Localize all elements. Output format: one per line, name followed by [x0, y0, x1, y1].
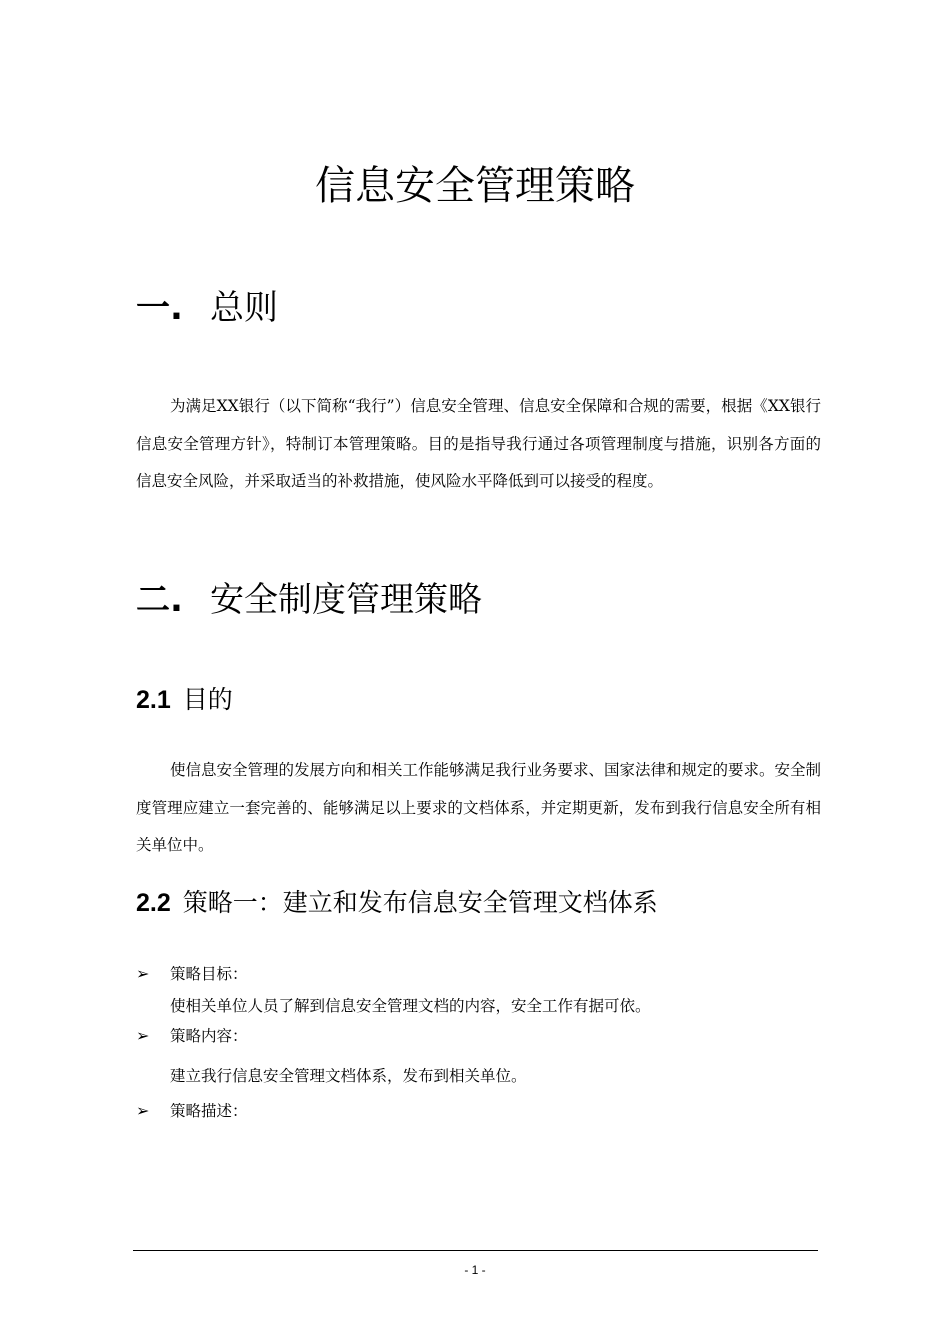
- section-number: 一.: [136, 288, 183, 328]
- subsection-title: 目的: [182, 685, 233, 714]
- arrow-bullet-icon: ➢: [136, 1101, 150, 1120]
- section-number: 二.: [136, 580, 183, 620]
- document-title: 信息安全管理策略: [315, 163, 635, 209]
- bullet-detail: 使相关单位人员了解到信息安全管理文档的内容，安全工作有据可依。: [170, 997, 651, 1015]
- subsection-title: 策略一：建立和发布信息安全管理文档体系: [182, 888, 658, 917]
- arrow-bullet-icon: ➢: [136, 964, 150, 983]
- page-number: - 1 -: [464, 1263, 486, 1277]
- section-heading-policy: [136, 578, 482, 622]
- section-title: 安全制度管理策略: [210, 580, 482, 620]
- bullet-item: [136, 1099, 248, 1123]
- subsection-number: 2.2: [136, 889, 171, 917]
- subsection-heading-purpose: [136, 683, 233, 717]
- section-title: 总则: [210, 288, 278, 328]
- bullet-item: [136, 1024, 248, 1048]
- bullet-label: 策略内容：: [170, 1027, 248, 1045]
- subsection-number: 2.1: [136, 686, 171, 714]
- footer-divider: [133, 1250, 818, 1251]
- bullet-label: 策略目标：: [170, 965, 248, 983]
- section-heading-general: [136, 286, 278, 330]
- general-paragraph: 为满足XX银行（以下简称“我行”）信息安全管理、信息安全保障和合规的需要，根据《XX银行信息安全管理方针》，特制订本管理策略。目的是指导我行通过各项管理制度与措施，识别各方面的信息安全风险，并采取适当的补救措施，使风险水平降低到可以接受的程度。: [136, 397, 821, 490]
- purpose-paragraph: 使信息安全管理的发展方向和相关工作能够满足我行业务要求、国家法律和规定的要求。安全制度管理应建立一套完善的、能够满足以上要求的文档体系，并定期更新，发布到我行信息安全所有相关单位中。: [136, 761, 822, 854]
- bullet-label: 策略描述：: [170, 1102, 248, 1120]
- arrow-bullet-icon: ➢: [136, 1026, 150, 1045]
- bullet-item: [136, 962, 248, 986]
- subsection-heading-strategy-one: [136, 886, 658, 920]
- bullet-detail: 建立我行信息安全管理文档体系，发布到相关单位。: [170, 1067, 527, 1085]
